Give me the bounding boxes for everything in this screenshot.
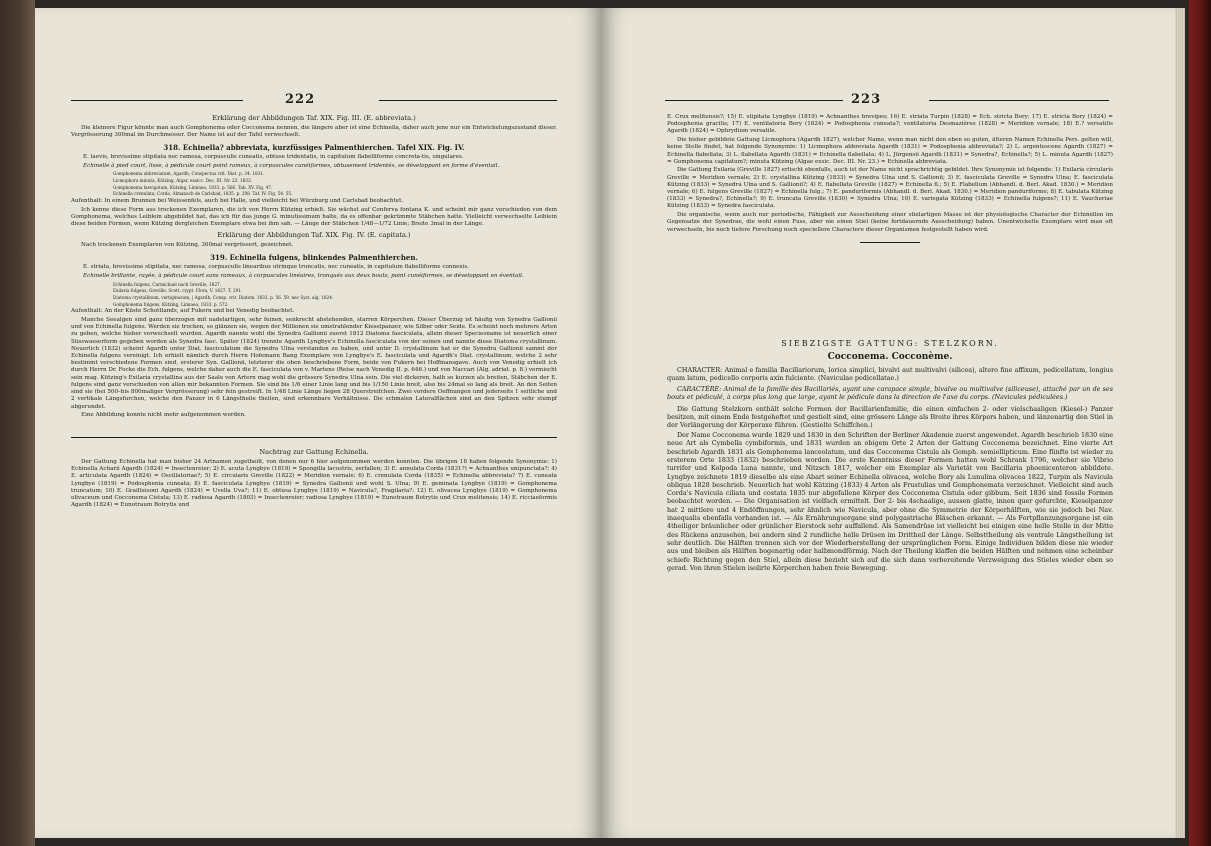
- supplement-heading: Nachtrag zur Gattung Echinella.: [259, 448, 369, 457]
- latin-diagnosis: E. laevis, brevissime stipitata nec ramosa, corpusculis cuneatis, obtuse tridentatis, in capitulum flabelliforme concreta-tis, singulares.: [83, 153, 464, 160]
- explanation-text: Nach trockenen Exemplaren von Kützing, 300mal vergrössert, gezeichnet.: [81, 241, 294, 248]
- left-book-edge: [0, 0, 35, 846]
- explanation-heading: Erklärung der Abbildungen Taf. XIX. Fig. III. (E. abbreviata.): [212, 114, 416, 122]
- french-diagnosis: Echinelle brillante, rayée, à pédicule court sans rameaux, à corpuscules linéaires, tronqués aux deux bouts, point cunéiformes, se développant en éventail.: [83, 272, 524, 279]
- genus-name: Cocconema. Cocconème.: [827, 351, 953, 362]
- french-character: CARACTÈRE: Animal de la famille des Bacillariés, ayant une carapace simple, bivalve ou multivalve (siliceuse), attaché par un de ses bouts et pédiculé, à corps plus long que large, ayant le pédicule dans la direction de l'axe du corps. (Navicules pédiculées.): [667, 385, 1113, 402]
- right-book-cover-edge: [1189, 0, 1211, 846]
- habitat-text: Aufenthalt: In einem Brunnen bei Weissenfels, auch bei Halle, und vielleicht bei Würzburg und Carlsbad beobachtet.: [71, 198, 404, 205]
- species-heading: 319. Echinella fulgens, blinkendes Palmenthierchen.: [210, 253, 418, 263]
- latin-character: CHARACTER: Animal e familia Bacillariorum, lorica simplici, bivalvi aut multivalvi (silicea), altero fine affixum, pedicellatum, longius quam latum, pedicello corporis axin fulciente. (Naviculae pedicellatae.): [667, 365, 1113, 382]
- latin-diagnosis: E. striata, brevissime stipitata, nec ramosa, corpusculis linearibus utrinque truncatis, nec cuneatis, in capitulum flabelliforme connexis.: [83, 264, 469, 271]
- left-text-column: [71, 114, 557, 511]
- licmophora-synonymy: Die bisher gebildete Gattung Licmophora (Agardh 1827), welcher Name, wenn man nicht den eben so guten, älteren Namen Echinella Pers. gelten will, keine Stelle findet, hat folgende Synonymie: 1) Licmophora abbreviata Agardh (1831) = Podosphenia abbreviata?; 2) L. argentescens Agardh (1827) = Echinella flabellata; 3) L. flabellata Agardh (1831) = Echinella flabellata; 4) L. Jürgensii Agardh (1831) = Synedra?, Echinella?; 5) L. minuta Agardh (1827) = Gomphonema capitatum?; minuta Kützing (Algae exsic. Dec. III. Nr. 23.) = Echinella abbreviata.: [667, 137, 1113, 165]
- synonym-reference: Gomphonema abbreviatum, Agardh, Conspectus crit. Diat. p. 34. 1831.: [113, 171, 265, 177]
- habitat-text: Aufenthalt: An der Küste Schottlands, auf Fukern und bei Venedig beobachtet.: [71, 308, 295, 315]
- species-description: Ich kenne diese Form aus trockenen Exemplaren, die ich von Herrn Kützing erhielt. Sie wächst auf Conferva fontana K. und scheint mir ganz verschieden von dem Gomphonema, welches Leiblein abgebildet hat, das ich für das junge G. minutissimum halte, da es offenbar gekrümmte Stäbchen hatte. Vielleicht verwechselte Leiblein diese beiden Formen, wenn Kützing dergleichen Exemplare etwa bei ihm sah. — Länge der Stäbchen 1/48—1/72 Linie; Breite 3mal in der Länge.: [71, 206, 557, 228]
- right-text-column-genus: [667, 338, 1113, 574]
- species-heading: 318. Echinella? abbreviata, kurzfüssiges Palmenthierchen. Tafel XIX. Fig. IV.: [163, 142, 465, 152]
- explanation-heading: Erklärung der Abbildungen Taf. XIX. Fig. IV. (E. capitata.): [217, 231, 411, 240]
- genus-description: Die Gattung Stelzkorn enthält solche Formen der Bacillarienfamilie, die einen einfachen 2- oder vielschaaligen (Kiesel-) Panzer besitzen, mit einem Ende festgeheftet und gestielt sind, eine grössere Länge als Breite ihres Körpers haben, und länzenartig den Stiel in der Verlängerung der Körperaxe führen. (Gestielte Schiffchen.): [667, 404, 1113, 430]
- section-rule: [71, 437, 557, 438]
- continued-synonymy: E. Crux melitensis?; 15) E. stipitata Lyngbye (1819) = Achnanthes brevipes; 16) E. striata Turpin (1828) = Ech. stricta Bory; 17) E. stricta Bory (1824) = Podosphenia gracilis; 17) E. ventilatoria Bory (1824) = Podosphenia cuneata?; ventilatoria Desmazières (1828) = Meridion vernale; 18) E.? versatilis Agardh (1824) = Ophrydium versatile.: [667, 114, 1113, 135]
- synonym-reference: Echinella fulgens, Carmichael nach Greville, 1827.: [113, 281, 221, 287]
- explanation-text: Die kleinere Figur könnte man auch Gomphonema oder Cocconema nennen, die längere aber ist eine Echinella, daher auch jene nur ein Entwickelungszustand dieser. Vergrösserung 300mal im Durchmesser. Der Name ist auf der Tafel verwechselt.: [71, 124, 557, 138]
- header-rule-right: [379, 100, 557, 101]
- exilaria-synonymy: Die Gattung Exilaria (Greville 1827) erlischt ebenfalls, auch ist der Name nicht sprachrichtig gebildet. Ihre Synonymie ist folgende: 1) Exilaria circularis Greville = Meridion vernale; 2) E. crystallina Kützing (1833) = Synedra Ulna und S. Gallionii; 3) E. fasciculata Greville = Synedra Ulna; E. fasciculata Kützing (1833) = Synedra Ulna und S. Gallionii?; 4) E. flabellata Greville (1827) = Echinella fl.; 5) E. Flabellum (Abhandl. d. Berl. Akad. 1830.) = Meridion vernale; 6) E. fulgens Greville (1827) = Echinella fulg.; 7) E. panduriformis (Abhandl. d. Berl. Akad. 1830.) = Meridion panduriforme; 8) E. tabulata Kützing (1833) = Synedra?, Echinella?; 9) E. truncata Greville (1830) = Synedra Ulna; 10) E. variegata Kützing (1833) = Echinella fulgens?; 11) E. Vaucheriae Kützing (1833) = Synedra fasciculata.: [667, 167, 1113, 210]
- species-description: Manche Seealgen sind ganz überzogen mit nadelartigen, sehr feinen, senkrecht abstehenden, starren Körperchen. Dieser Überzug ist häufig von Synedra Gallionii und von Echinella fulgens. Werden sie trocken, so glänzen sie, wegen der Millionen sie umstrahlender Kieselpanzer, wie Silber oder Seide. Es scheint noch mehrere Arten zu geben, welche bisher verwechselt wurden. Agardh nannte wohl die Synedra Gallionii zuerst 1812 Diatoma fasciculata, allein dieser Speciesname ist neuerlich einer Süsswasserform gegeben worden als Synedra fasc. Später (1824) trennte Agardh Lyngbye's Echinella fasciculata von der seinen und nannte diese Diatoma crystallinum. Neuerlich (1832) scheint Agardh unter Diat. fasciculatum die Synedra Ulna verstanden zu haben, und unter D. crystallinum hat er die Synedra Gallionii sammt der Echinella fulgens vereinigt. Ich erhielt nämlich durch Herrn Hofemann Bang Exemplare von Lyngbye's E. fasciculata und Agardh's Diat. crystallinum, welche 2 sehr bestimmt verschiedene Formen sind, ersterer Syn. Gallionii, letzterer die oben beschriebene Form, beide von Fukern bei Hoffmansgave. Auch von Venedig erhielt ich durch Herrn Dr. Focke die Ech. fulgens, welche daher auch die E. fasciculata von v. Martens (Reise nach Venedig II. p. 646.) und von Naccari (Alg. adriat. p. 8.) vermischt sein mag. Kützing's Exilaria crystallina aus der Saale von Artern mag wohl die grössere Synedra Ulna sein. Die viel dickeren, halb so kurzen als breiten, Stäbchen der E. fulgens sind ganz verschieden von allen mir bekannten Formen. Sie sind bis 1/6 einer Linie lang und bis 1/150 Linie breit, also bis 24mal so lang als breit. An den Seiten sind sie (bei 500–bis 800maliger Vergrösserung) sehr fein gestreift. In 1/48 Linie Länge liegen 28 Querstreifchen. Zwei vordere Oeffnungen und jederseits 1 seitliche und 2 vertikale Längsfurchen, welche den Panzer in 6 Längstheile theilen, sind erkennbare Verhältnisse. Die schmalen Lateralflächen sind an den Spitzen sehr stumpf abgerundet.: [71, 317, 557, 410]
- genus-order-heading: SIEBZIGSTE GATTUNG: STELZKORN.: [781, 339, 999, 348]
- physiological-note: Die organische, wenn auch nur periodische, Fähigkeit zur Ausscheidung einer stielartigen Masse ist der physiologische Character der Echinellen im Gegensatze der Synedrae, die wohl einen Fuss, aber nie einen Stiel (keine fortdauernde Ausscheidung) haben. Unentwickelte Exemplare wird man oft verwechseln, bis noch tiefere Forschung noch speciellere Charactere dieser Organismen festgestellt haben wird.: [667, 212, 1113, 233]
- header-rule-left: [665, 100, 843, 101]
- page-number: 222: [285, 92, 316, 107]
- right-text-column-top: [667, 114, 1113, 249]
- page-number: 223: [851, 92, 882, 107]
- left-page: [35, 8, 601, 838]
- genus-history: Der Name Cocconema wurde 1829 und 1830 in den Schriften der Berliner Akademie zuerst angewendet. Agardh beschrieb 1830 eine neue Art als Cymbella cymbiformis, und 1831 wurden an obigem Orte 2 Arten der Gattung Cocconema bezeichnet. Eine vierte Art beschrieb Agardh 1831 als Gomphonema lanceolatum, und das Cocconema Cistula als Gomph. semiellipticum. Eine fünfte ist wieder zu ersterem Orte 1833 (1832) beschrieben worden. Die erste Kenntniss dieser Formen hatten wohl Schrank 1796, welcher sie Vibrio turrifer und Kolpoda Luna nannte, und Nitzsch 1817, welcher ein Exemplar als Varietät von Bacillaria phoenicenteron abbildete. Lyngbye zeichnete 1819 dieselbe als eine Abart seiner Echinella olivacea, welche Bory als Lunulina olivacea 1822, Turpin als Navicula obliqua 1828 beschrieb. Neuerlich hat wohl Kützing (1833) 4 Arten als Frustulias und Gomphonemata verzeichnet. Vielleicht sind auch Corda's Navicula ciliata und costata 1835 nur abgefallene Körper des Cocconema Cistula oder gibbum. Seit 1836 sind fossile Formen beobachtet worden. — Die Organisation ist vielfach ermittelt. Der 2- bis 4schaalige, aussen glatte, innen quer gefurchte, Kieselpanzer hat 2 mittlere und 4 Endöffnungen, sehr ähnlich wie Navicula, aber ohne die Symmetrie der Körperhälften, wie sie jedoch bei Nav. inaequalis ebenfalls vorhanden ist. — Als Ernährungsorgane sind polygastrische Bläschen erkannt. — Als Fortpflanzungsorgane ist ein 4theiliger bräunlicher oder grünlicher Eierstock sehr auffallend. Als Samendrüse ist vielleicht bei einigen eine helle Stelle in der Mitte des Rückens anzusehen, bei andern sind 2 rundliche helle Drüsen im Drittheil der Länge. Selbsttheilung als ventrale Längstheilung ist sehr deutlich. Die Hälften trennen sich vor der Wiederherstellung der ursprünglichen Form. Einige Individuen bilden diese nie wieder aus und bleiben als Hälften bogenartig oder halbmondförmig. Nach der Theilung klaffen die beiden Hälften und nehmen eine scheinbar schiefe Richtung gegen den Stiel, allein diese bezieht sich auf die sich dann vorbereitende Verzweigung des Stieles wieder eben so gerad. Von ihren Stielen isolirte Körperchen haben freie Bewegung.: [667, 431, 1113, 572]
- supplement-text: Der Gattung Echinella hat man bisher 24 Artnamen zugetheilt, von denen nur 6 hier aufgenommen werden konnten. Die übrigen 18 haben folgende Synonymie: 1) Echinella Acharii Agardh (1824) = Insectenreier; 2) E. acuta Lyngbye (1819) = Spongilla lacustris, zerfallen; 3) E. annulata Corda (1831?) = Achnanthes unipunctata?; 4) E. articulata Agardh (1824) = Oscillatoriae?; 5) E. circularis Greville (1822) = Meridion vernale; 6) E. crenulata Corda (1835) = Echinella abbreviata? 7) E. cuneata Lyngbye (1819) = Podosphenia cuneata; 8) E. fasciculata Lyngbye (1819) = Synedra Gallionii und wohl S. Ulna; 9) E. geminata Lyngbye (1819) = Gomphonema truncatum; 10) E. Grailluisoni Agardh (1824) = Uvella Uva?; 11) E. obtusa Lyngbye (1819) = Navicula?, Fragilaria?; 12) E. olivacea Lyngbye (1819) = Gomphonema olivaceum und Cocconema Cistula; 13) E. radiosa Agardh (1803) = Insectenreier; radiosa Lyngbye (1819) = Eunotraum Botrytis und Crux melitensis; 14) E. ricciaeformis Agardh (1824) = Eunotraum Botrytis und: [71, 458, 557, 509]
- header-rule-right: [929, 100, 1109, 101]
- illustration-note: Eine Abbildung konnte nicht mehr aufgenommen werden.: [81, 412, 246, 419]
- right-page: [601, 8, 1185, 838]
- header-rule-left: [71, 100, 243, 101]
- synonym-reference: Licmophora minuta, Kützing, Algar. exsicc. Dec. III. Nr. 23. 1833.: [113, 178, 252, 184]
- synonym-reference: Diatoma crystallinum, vertiginosum, | Agardh, Consp. crit. Diatom. 1832. p. 56. 59. nec Syst. alg. 1824.: [113, 294, 334, 300]
- synonym-reference: Echinella crenulata, Corda, Almanach de Carlsbad, 1835. p. 208. Taf. IV. Fig. 54. 55.: [113, 191, 293, 197]
- synonym-reference: Gomphonema laevigatum, Kützing, Linnaea, 1833. p. 566. Tab. XV. Fig. 47.: [113, 184, 273, 190]
- synonym-reference: Gomphonema fulgens, Kützing, Linnaea, 1833. p. 572.: [113, 301, 229, 307]
- french-diagnosis: Echinelle à pied court, lisse, à pédicule court point rameux, à corpuscules cunéiformes, obtusement tridentés, se développant en forme d'éventail.: [83, 162, 500, 169]
- synonym-reference: Exilaria fulgens, Greville, Scott. crypt. Flora, V. 1827. T. 291.: [113, 288, 243, 294]
- section-divider: [860, 242, 920, 243]
- character-label: CHARACTER:: [677, 365, 723, 374]
- caractere-label: CARACTÈRE:: [677, 385, 722, 394]
